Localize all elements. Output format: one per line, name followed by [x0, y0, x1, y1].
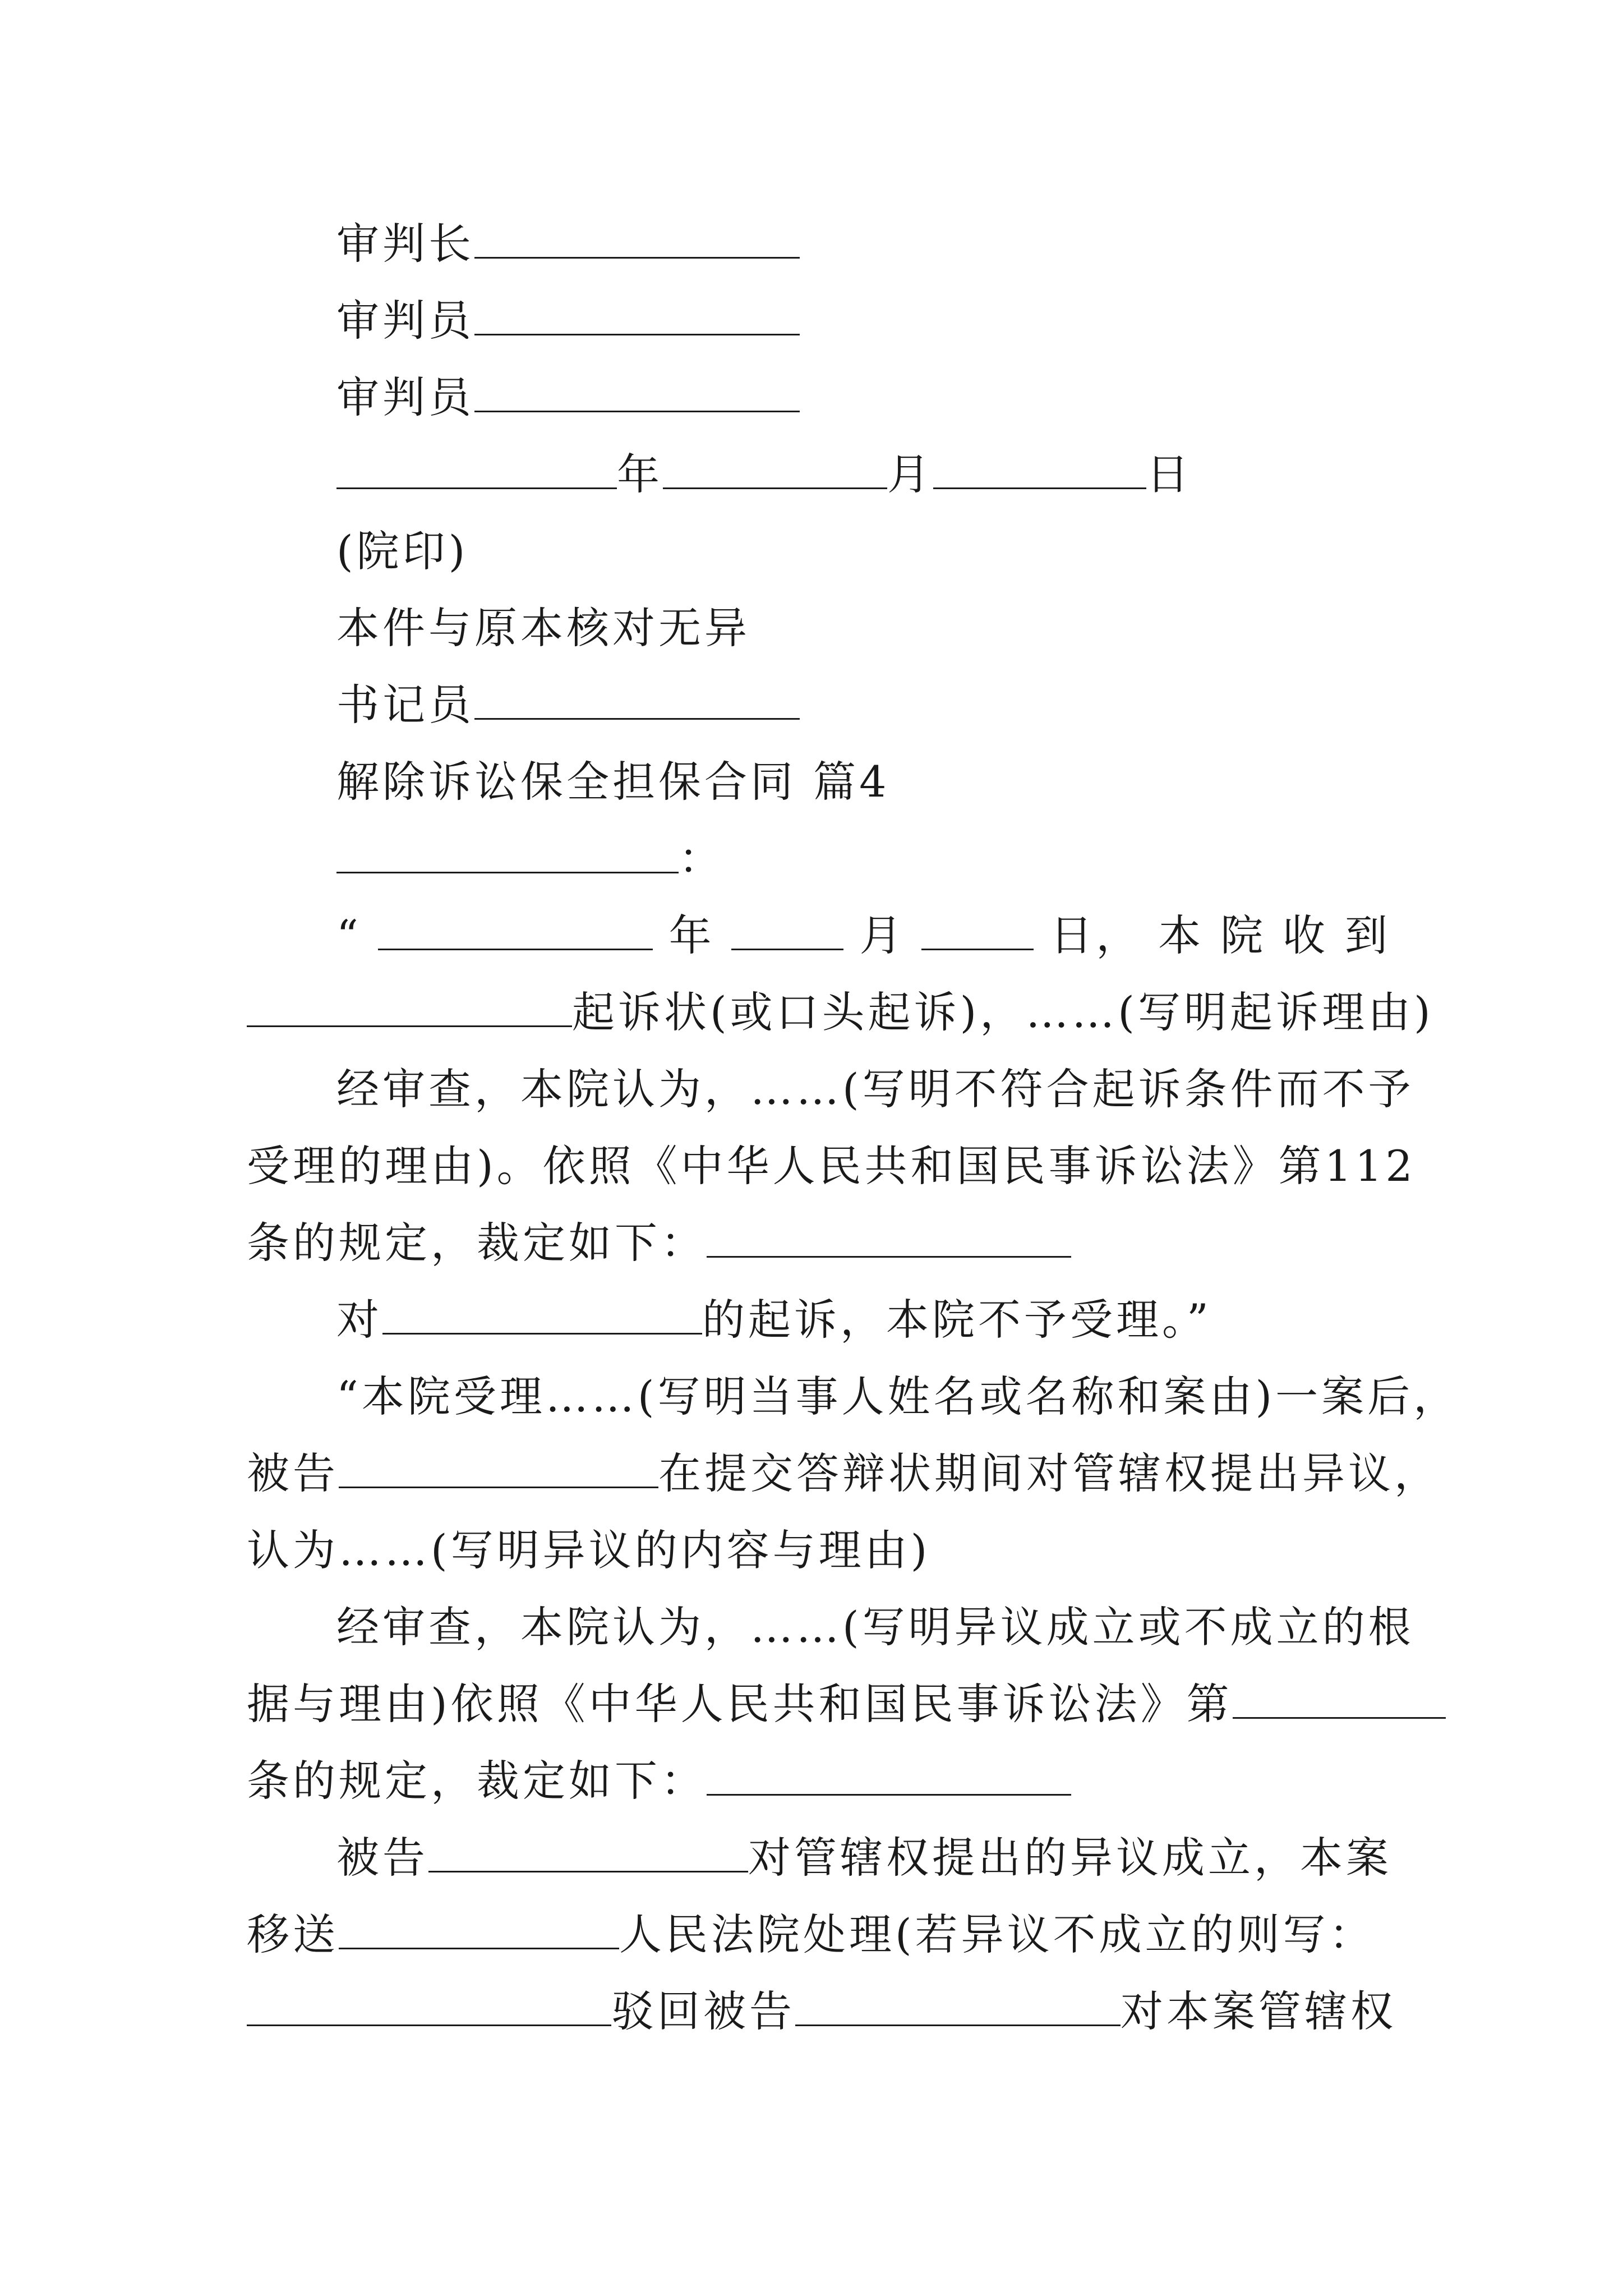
para1-line1 [336, 908, 1391, 964]
article-blank [1233, 1681, 1446, 1719]
addressee-blank [336, 836, 679, 873]
judge-1-blank [474, 298, 800, 335]
para6-line3-mid: 驳回被告 [611, 1986, 795, 2036]
ruling-blank-3 [247, 1989, 611, 2026]
ruling-blank-2 [707, 1758, 1071, 1796]
year-blank [336, 452, 617, 489]
clerk-label: 书记员 [336, 680, 474, 730]
defendant-blank-3 [795, 1989, 1121, 2026]
clerk-line [336, 677, 1391, 733]
para4-line1: “本院受理……(写明当事人姓名或名称和案由)一案后， [336, 1372, 1460, 1421]
judge-1-label: 审判员 [336, 296, 474, 346]
open-quote: “ [336, 910, 362, 960]
judge-2-label: 审判员 [336, 372, 474, 422]
party-blank [382, 1297, 702, 1335]
month-blank [663, 452, 887, 489]
p1-day-label: 日， [1050, 910, 1142, 960]
court-seal: (院印) [336, 526, 469, 576]
para6-line1-suffix: 对管辖权提出的异议成立，本案 [748, 1833, 1392, 1883]
p1-year-label: 年 [668, 910, 715, 960]
year-label: 年 [617, 449, 663, 499]
addressee-colon: ： [679, 834, 725, 884]
para6-line2-suffix: 人民法院处理(若异议不成立的则写： [619, 1910, 1375, 1959]
para2-line2: 受理的理由)。依照《中华人民共和国民事诉讼法》第112 [247, 1141, 1416, 1191]
presiding-judge-label: 审判长 [336, 219, 474, 269]
p1-char-1: 本 [1158, 910, 1205, 960]
para2-line3 [247, 1215, 1391, 1271]
judge-2-blank [474, 375, 800, 412]
para5-line1: 经审查，本院认为，……(写明异议成立或不成立的根 [336, 1602, 1414, 1652]
ruling-blank-1 [707, 1220, 1071, 1258]
para3-suffix: 的起诉，本院不予受理。” [702, 1295, 1212, 1345]
p1-char-4: 到 [1344, 910, 1391, 960]
para2-line1: 经审查，本院认为，……(写明不符合起诉条件而不予 [336, 1064, 1414, 1114]
para4-line2 [247, 1446, 1440, 1502]
para3-prefix: 对 [336, 1295, 382, 1345]
para4-line2-prefix: 被告 [247, 1448, 339, 1498]
para1-line2-text: 起诉状(或口头起诉)，……(写明起诉理由) [572, 987, 1434, 1037]
para1-line2 [247, 984, 1434, 1041]
date-line [336, 447, 1391, 503]
day-blank [933, 452, 1146, 489]
defendant-blank-2 [428, 1835, 748, 1872]
para6-line1-prefix: 被告 [336, 1833, 428, 1883]
p1-char-3: 收 [1283, 910, 1329, 960]
presiding-judge-blank [474, 221, 800, 259]
judge-2-line [336, 370, 1391, 426]
para6-line2-prefix: 移送 [247, 1910, 339, 1959]
para5-line3 [247, 1753, 1391, 1809]
p1-year-blank [378, 913, 653, 950]
plaintiff-blank [247, 990, 572, 1027]
para3-line [336, 1292, 1391, 1348]
month-label: 月 [887, 449, 933, 499]
p1-month-blank [731, 913, 843, 950]
para6-line3-suffix: 对本案管辖权 [1121, 1986, 1396, 2036]
p1-char-2: 院 [1220, 910, 1267, 960]
para2-line3-text: 条的规定，裁定如下： [247, 1218, 707, 1268]
p1-day-blank [921, 913, 1034, 950]
judge-1-line [336, 293, 1391, 349]
para4-line2-suffix: 在提交答辩状期间对管辖权提出异议， [658, 1448, 1440, 1498]
para4-line3: 认为……(写明异议的内容与理由) [247, 1525, 931, 1575]
clerk-blank [474, 682, 800, 720]
day-label: 日 [1146, 449, 1192, 499]
para5-line2 [247, 1676, 1391, 1732]
verified-statement: 本件与原本核对无异 [336, 603, 750, 653]
court-blank [339, 1912, 619, 1949]
addressee-line [336, 831, 1391, 887]
para5-line2-text: 据与理由)依照《中华人民共和国民事诉讼法》第 [247, 1679, 1233, 1729]
para6-line3 [247, 1984, 1396, 2040]
presiding-judge-line [336, 216, 1391, 272]
p1-month-label: 月 [859, 910, 906, 960]
para5-line3-text: 条的规定，裁定如下： [247, 1756, 707, 1806]
defendant-blank-1 [339, 1451, 658, 1488]
section-title: 解除诉讼保全担保合同 篇4 [336, 757, 890, 807]
para6-line1 [336, 1830, 1391, 1886]
para6-line2 [247, 1907, 1391, 1963]
